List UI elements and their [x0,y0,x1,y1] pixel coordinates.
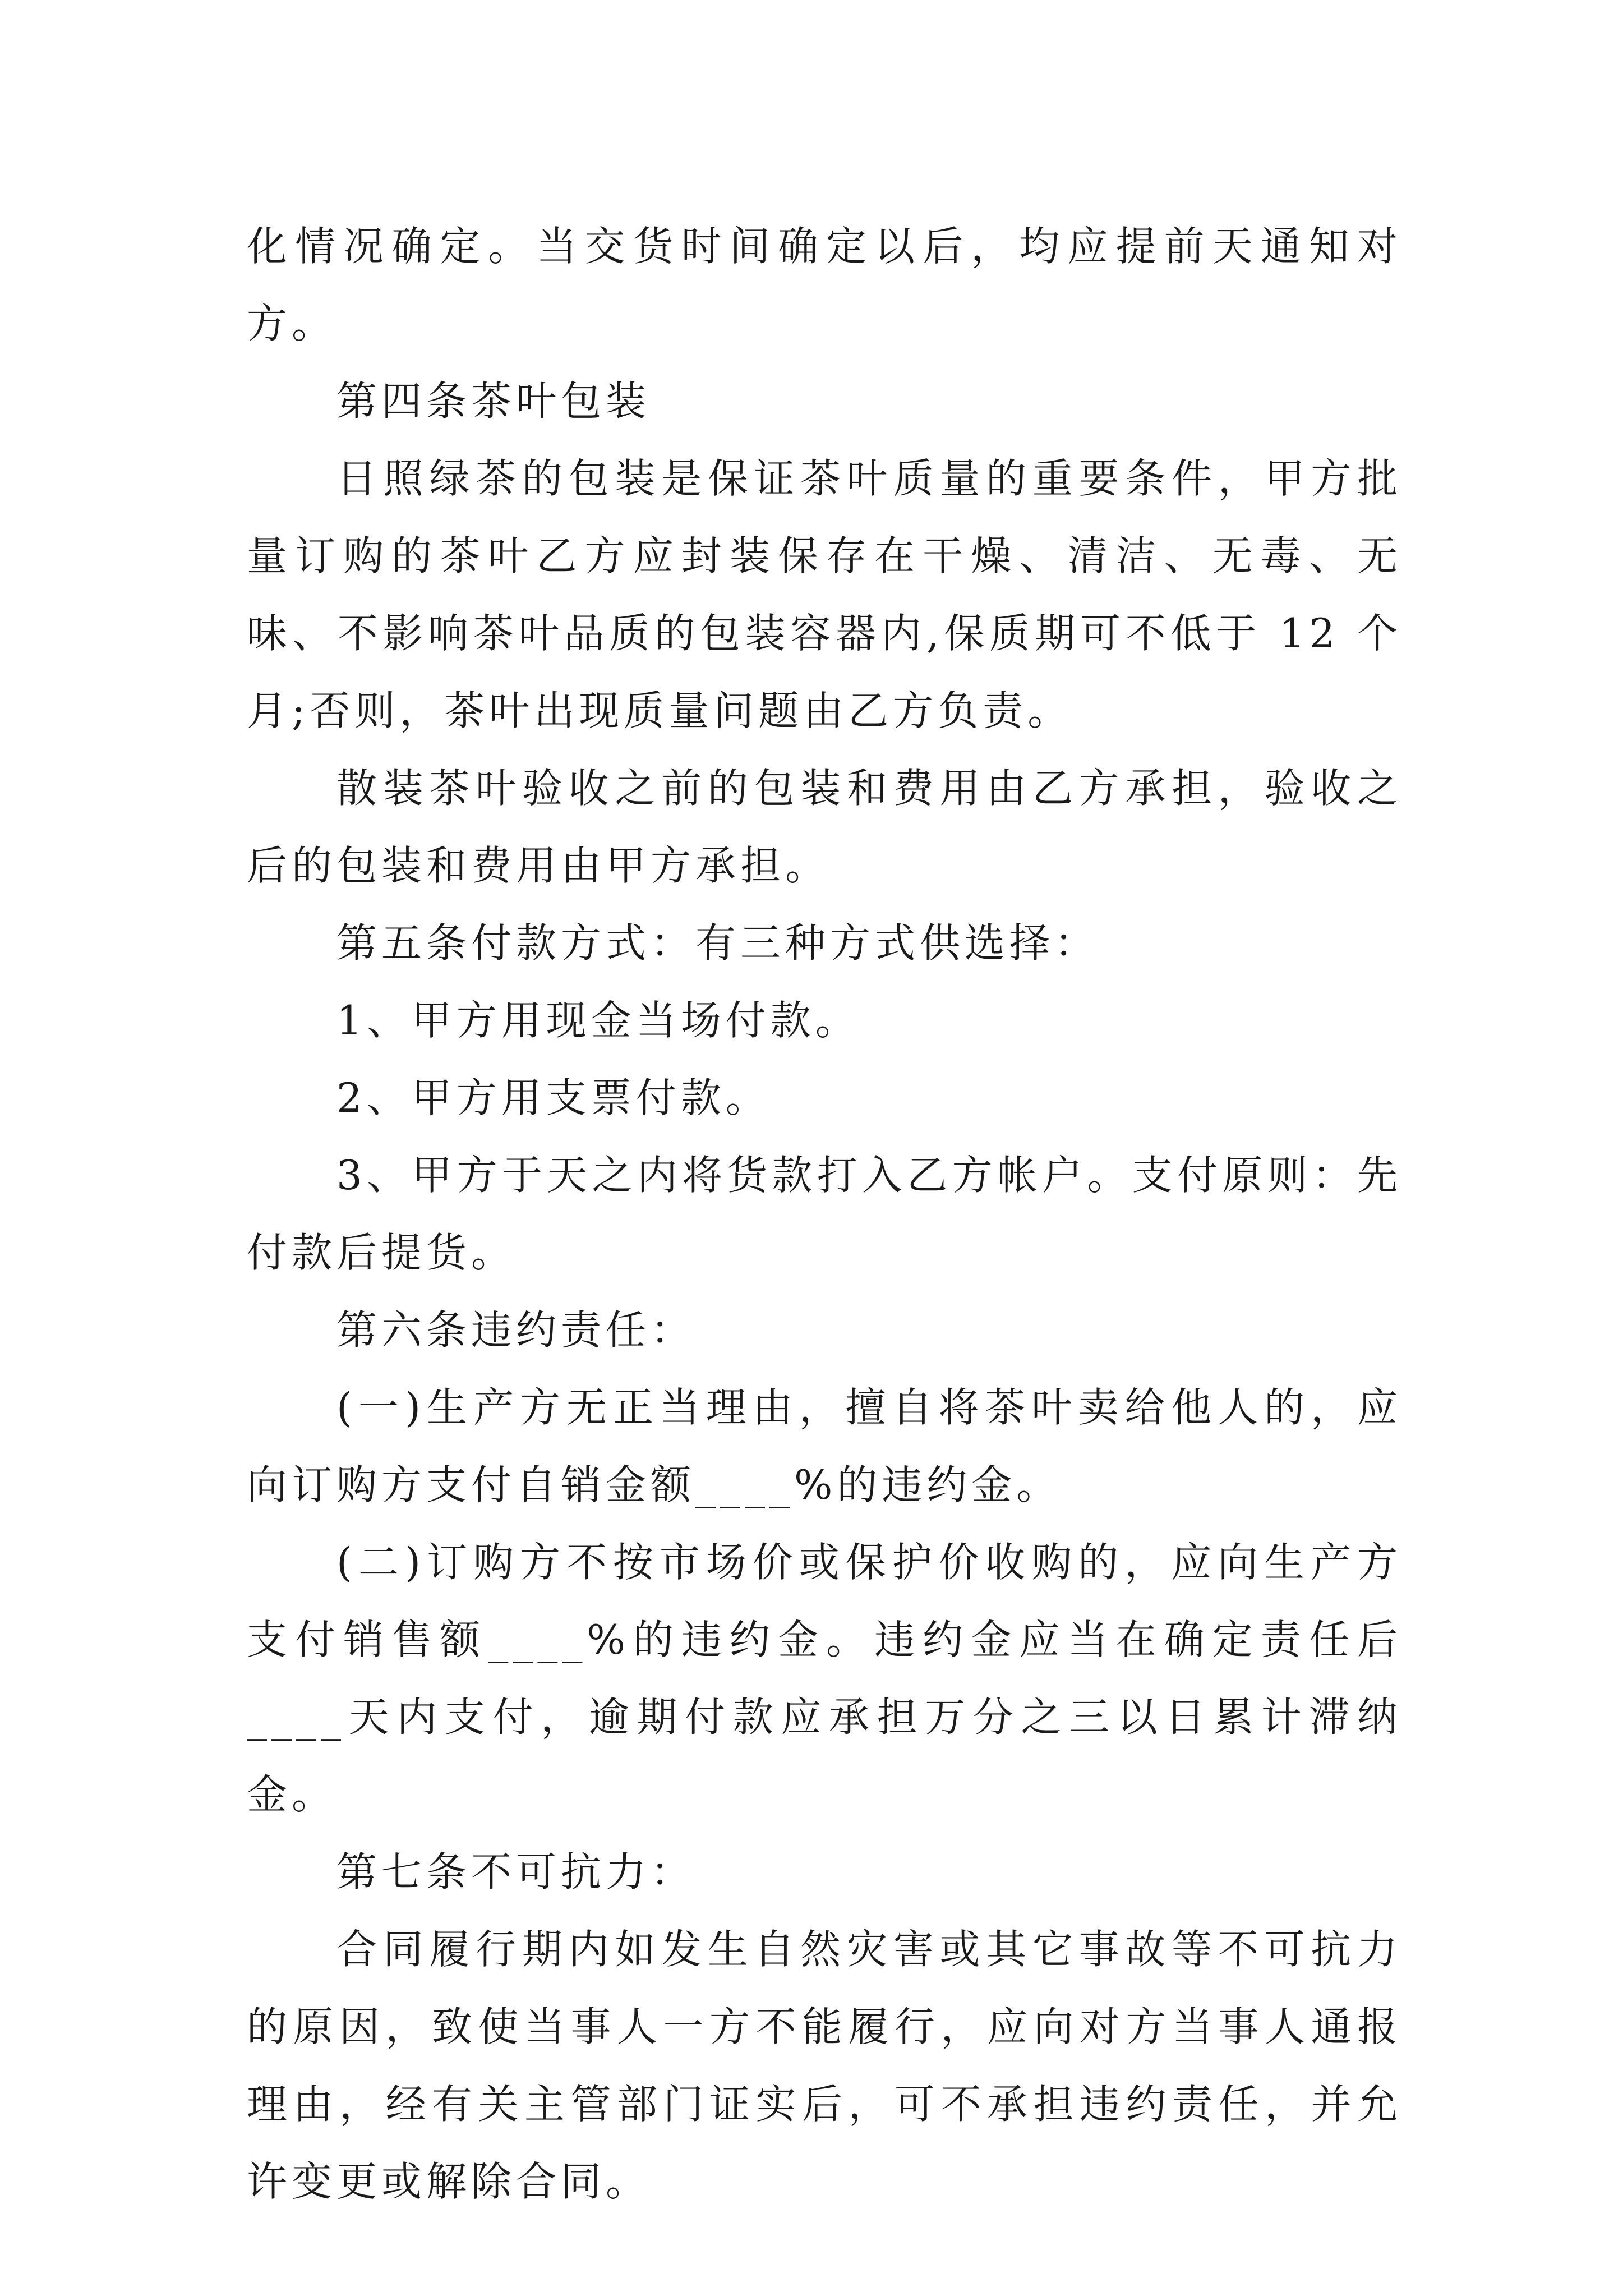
paragraph-delivery-notice: 化情况确定。当交货时间确定以后，均应提前天通知对方。 [247,223,1402,347]
heading-article-7: 第七条不可抗力： [336,1848,696,1895]
paragraph-force-majeure: 合同履行期内如发生自然灾害或其它事故等不可抗力的原因，致使当事人一方不能履行，应向对方当事人通报理由，经有关主管部门证实后，可不承担违约责任，并允许变更或解除合同。 [247,1926,1402,2205]
paragraph-liability-2: (二)订购方不按市场价或保护价收购的，应向生产方支付销售额____%的违约金。违约金应当在确定责任后____天内支付，逾期付款应承担万分之三以日累计滞纳金。 [247,1539,1402,1818]
paragraph-bulk-packaging: 散装茶叶验收之前的包装和费用由乙方承担，验收之后的包装和费用由甲方承担。 [247,765,1402,889]
heading-article-4: 第四条茶叶包装 [336,378,651,425]
heading-article-5: 第五条付款方式：有三种方式供选择： [336,919,1100,967]
paragraph-packaging: 日照绿茶的包装是保证茶叶质量的重要条件，甲方批量订购的茶叶乙方应封装保存在干燥、清洁、无毒、无味、不影响茶叶品质的包装容器内,保质期可不低于 12 个月;否则，茶叶出现质量问题由乙方负责。 [247,455,1402,734]
list-item-payment-2: 2、甲方用支票付款。 [336,1074,771,1121]
document-body [247,208,1402,2220]
heading-article-6: 第六条违约责任： [336,1306,696,1354]
list-item-payment-1: 1、甲方用现金当场付款。 [336,997,860,1044]
list-item-payment-3: 3、甲方于天之内将货款打入乙方帐户。支付原则：先付款后提货。 [247,1152,1402,1276]
paragraph-liability-1: (一)生产方无正当理由，擅自将茶叶卖给他人的，应向订购方支付自销金额____%的违约金。 [247,1384,1402,1508]
